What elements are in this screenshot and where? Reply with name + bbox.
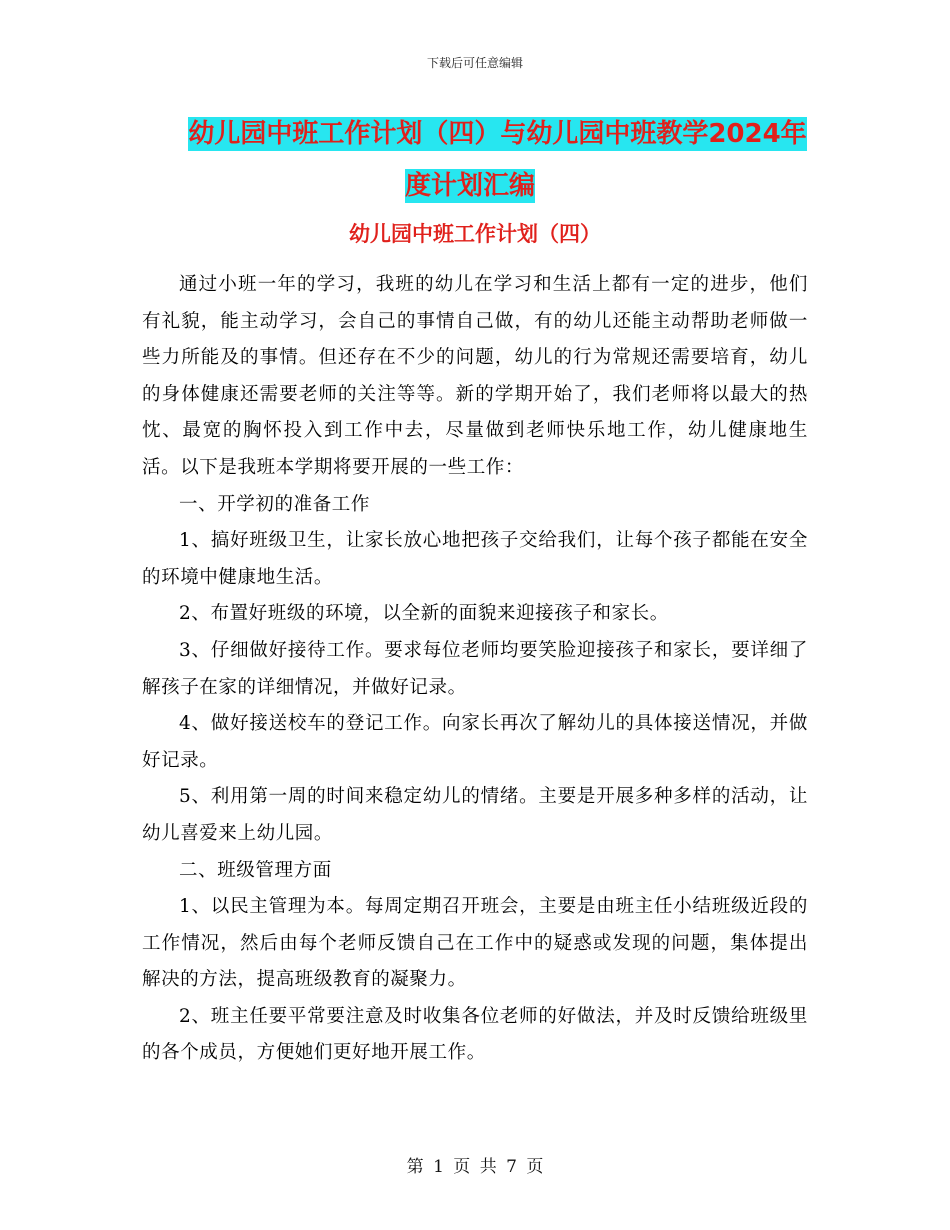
page-footer: 第 1 页 共 7 页: [406, 1157, 544, 1177]
title-line-2: 度计划汇编: [404, 171, 535, 201]
header-note: 下载后可任意编辑: [426, 56, 523, 70]
title-line-1: 幼儿园中班工作计划（四）与幼儿园中班教学2024年: [188, 119, 807, 149]
paragraph-item: 2、班主任要平常要注意及时收集各位老师的好做法，并及时反馈给班级里的各个成员，方便她们更好地开展工作。: [142, 1005, 808, 1064]
paragraph-item: 3、仔细做好接待工作。要求每位老师均要笑脸迎接孩子和家长，要详细了解孩子在家的详细情况，并做好记录。: [142, 639, 808, 698]
heading-class-management: 二、班级管理方面: [179, 859, 332, 881]
heading-preparation: 一、开学初的准备工作: [179, 493, 371, 515]
document-body: [142, 267, 808, 1072]
paragraph-intro: 通过小班一年的学习，我班的幼儿在学习和生活上都有一定的进步，他们有礼貌，能主动学习，会自己的事情自己做，有的幼儿还能主动帮助老师做一些力所能及的事情。但还存在不少的问题，幼儿的行为常规还需要培育，幼儿的身体健康还需要老师的关注等等。新的学期开始了，我们老师将以最大的热忱、最宽的胸怀投入到工作中去，尽量做到老师快乐地工作，幼儿健康地生活。以下是我班本学期将要开展的一些工作：: [142, 274, 808, 478]
section-title: 幼儿园中班工作计划（四）: [349, 222, 601, 246]
paragraph-item: 4、做好接送校车的登记工作。向家长再次了解幼儿的具体接送情况，并做好记录。: [142, 713, 808, 771]
document-title: [0, 108, 950, 212]
paragraph-item: 1、搞好班级卫生，让家长放心地把孩子交给我们，让每个孩子都能在安全的环境中健康地生活。: [142, 530, 808, 588]
paragraph-item: 1、以民主管理为本。每周定期召开班会，主要是由班主任小结班级近段的工作情况，然后由每个老师反馈自己在工作中的疑惑或发现的问题，集体提出解决的方法，提高班级教育的凝聚力。: [142, 896, 808, 991]
paragraph-item: 5、利用第一周的时间来稳定幼儿的情绪。主要是开展多种多样的活动，让幼儿喜爱来上幼儿园。: [142, 786, 808, 844]
paragraph-item: 2、布置好班级的环境，以全新的面貌来迎接孩子和家长。: [179, 603, 669, 625]
